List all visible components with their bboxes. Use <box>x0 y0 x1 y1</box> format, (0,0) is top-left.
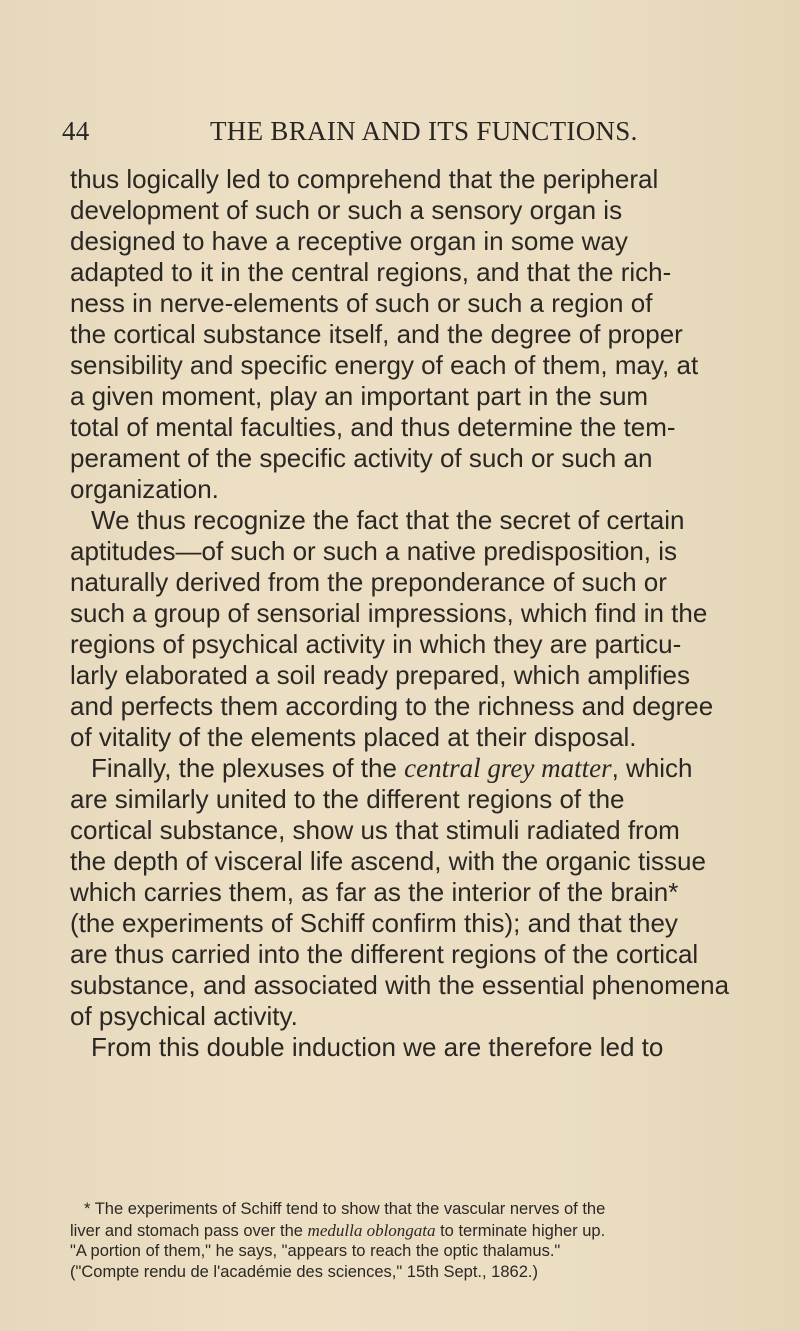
text-line: are similarly united to the different regions of the <box>70 784 625 814</box>
text-line: of vitality of the elements placed at their disposal. <box>70 722 637 752</box>
text-line: cortical substance, show us that stimuli radiated from <box>70 815 680 845</box>
text-line: aptitudes—of such or such a native predisposition, is <box>70 536 678 566</box>
text-line: We thus recognize the fact that the secret of certain <box>91 505 685 535</box>
text-line: development of such or such a sensory organ is <box>70 195 623 225</box>
text-line: which carries them, as far as the interior of the brain* <box>70 877 679 907</box>
text-run: to terminate higher up. <box>435 1222 606 1240</box>
paragraph-3 <box>70 753 790 1032</box>
text-line: From this double induction we are therefore led to <box>91 1032 664 1062</box>
text-line: (the experiments of Schiff confirm this); and that they <box>70 908 678 938</box>
text-line: sensibility and specific energy of each of them, may, at <box>70 350 699 380</box>
text-line: the depth of visceral life ascend, with the organic tissue <box>70 846 706 876</box>
italic-term: medulla oblongata <box>307 1221 436 1240</box>
text-line: such a group of sensorial impressions, which find in the <box>70 598 708 628</box>
text-line: total of mental faculties, and thus determine the tem- <box>70 412 676 442</box>
text-line: organization. <box>70 474 219 504</box>
text-run: , which <box>611 753 693 783</box>
italic-term: central grey matter <box>404 753 612 783</box>
text-line: naturally derived from the preponderance of such or <box>70 567 667 597</box>
body-text <box>70 164 790 1063</box>
text-line: perament of the specific activity of such or such an <box>70 443 653 473</box>
footnote-line: * The experiments of Schiff tend to show that the vascular nerves of the <box>84 1200 606 1218</box>
text-line: thus logically led to comprehend that the peripheral <box>70 164 659 194</box>
text-line: a given moment, play an important part in the sum <box>70 381 649 411</box>
running-title: THE BRAIN AND ITS FUNCTIONS. <box>210 116 638 146</box>
text-line: larly elaborated a soil ready prepared, which amplifies <box>70 660 690 690</box>
footnote-line: "A portion of them," he says, "appears to reach the optic thalamus." <box>70 1242 561 1260</box>
footnote-line: ("Compte rendu de l'académie des sciences," 15th Sept., 1862.) <box>70 1263 538 1281</box>
text-line: are thus carried into the different regions of the cortical <box>70 939 699 969</box>
paragraph-1 <box>70 164 790 505</box>
text-run: Finally, the plexuses of the <box>91 753 405 783</box>
page-number: 44 <box>62 116 90 146</box>
footnote <box>70 1199 790 1283</box>
text-run: liver and stomach pass over the <box>70 1222 308 1240</box>
text-line: ness in nerve-elements of such or such a region of <box>70 288 653 318</box>
paragraph-4 <box>70 1032 790 1063</box>
text-line: of psychical activity. <box>70 1001 298 1031</box>
footnote-line <box>70 1220 790 1241</box>
text-line: adapted to it in the central regions, and that the rich- <box>70 257 672 287</box>
text-line: designed to have a receptive organ in some way <box>70 226 628 256</box>
paragraph-2 <box>70 505 790 753</box>
text-line: and perfects them according to the richness and degree <box>70 691 714 721</box>
text-line: substance, and associated with the essential phenomena <box>70 970 730 1000</box>
text-line: the cortical substance itself, and the degree of proper <box>70 319 683 349</box>
text-line <box>70 753 790 784</box>
text-line: regions of psychical activity in which they are particu- <box>70 629 682 659</box>
page-header <box>62 116 762 152</box>
